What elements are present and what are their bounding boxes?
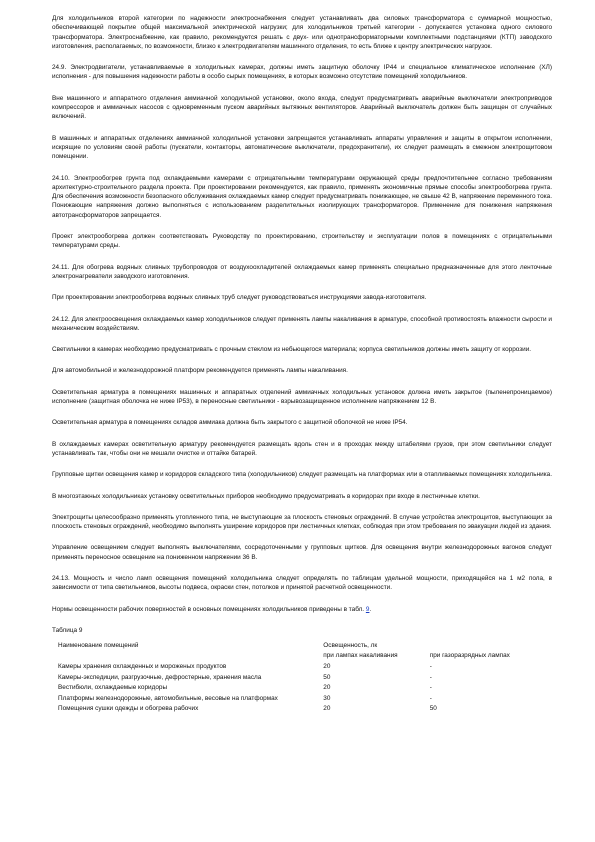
paragraph: В машинных и аппаратных отделениях аммиачной холодильной установки запрещается устанавливать аппараты управления и защиты в открытом исполнении, искрящие по условиям своей работы (пускатели, контакторы, автоматические выключатели, предохранители), их следует размещать в смежном электрощитовом помещении.	[52, 134, 552, 161]
norms-reference-paragraph	[52, 605, 552, 614]
paragraph: Управление освещением следует выполнять выключателями, сосредоточенными у групповых щитков. Для освещения внутри железнодорожных вагонов следует применять переносное освещение на пониженном напряжении 36 В.	[52, 544, 552, 561]
table-row	[56, 673, 576, 684]
paragraph: Для автомобильной и железнодорожной платформ рекомендуется применять лампы накаливания.	[52, 367, 348, 375]
paragraph: Вне машинного и аппаратного отделения аммиачной холодильной установки, около входа, следует предусматривать аварийные выключатели электроприводов компрессоров и аммиачных насосов с одновременным пуском аварийных вытяжных вентиляторов. Аварийный выключатель должен быть защищен от случайных включений.	[52, 94, 552, 121]
cell-incandescent: 20	[323, 705, 331, 713]
table-row	[56, 662, 576, 673]
cell-incandescent: 20	[323, 663, 331, 671]
table-row	[56, 694, 576, 705]
paragraph: В многоэтажных холодильниках установку осветительных приборов необходимо предусматривать в коридорах при входе в лестничные клетки.	[52, 492, 480, 500]
paragraph: Групповые щитки освещения камер и коридоров складского типа (холодильников) следует размещать на платформах или в отапливаемых помещениях холодильника.	[52, 471, 552, 479]
cell-discharge: -	[429, 673, 432, 681]
cell-incandescent: 50	[323, 673, 331, 681]
table-row	[56, 683, 576, 694]
illumination-table	[56, 641, 576, 715]
table-subheader-row	[56, 651, 576, 662]
paragraph: Осветительная арматура в помещениях машинных и аппаратных отделений аммиачных холодильных установок должна иметь закрытое (пыленепроницаемое) исполнение (защитная оболочка не ниже IP53), в переносные светильники - взрывозащищенное исполнение напряжением 12 В.	[52, 388, 552, 406]
paragraph: Для холодильников второй категории по надежности электроснабжения следует устанавливать два силовых трансформатора с суммарной мощностью, обеспечивающей покрытие общей максимальной электрической нагрузки; для холодильников третьей категории - допускается установка одного силового трансформатора. Электроснабжение, как правило, рекомендуется решать с двух- или однотрансформаторными комплектными подстанциями (КТП) заводского изготовления, располагаемых, по возможности, близко к электродвигателям машинного отделения, то есть ближе к центру электрических нагрузок.	[52, 15, 552, 50]
paragraph: 24.13. Мощность и число ламп освещения помещений холодильника следует определять по таблицам удельной мощности, приходящейся на 1 м2 пола, в зависимости от типа светильников, высоты подвеса, окраски стен, потолков и принятой расчетной освещенности.	[52, 574, 552, 592]
cell-incandescent: 30	[323, 694, 331, 702]
paragraph: Светильники в камерах необходимо предусматривать с прочным стеклом из небьющегося материала; корпуса светильников должны иметь защиту от коррозии.	[52, 346, 532, 354]
cell-discharge: -	[429, 684, 432, 692]
cell-incandescent: 20	[323, 684, 331, 692]
cell-room: Камеры хранения охлажденных и мороженых продуктов	[58, 663, 227, 671]
header-illumination: Освещенность, лк	[323, 641, 378, 649]
paragraph: 24.10. Электрообогрев грунта под охлаждаемыми камерами с отрицательными температурами окружающей среды предпочтительнее согласно требованиям архитектурно-строительного раздела проекта. При проектировании рекомендуется, как правило, применять экономичные прямые способы электрообогрева грунта. Для обеспечения возможности безопасного обслуживания охлаждаемых камер следует предусматривать понижающее, не свыше 42 В, напряжение переменного тока. Понижающие напряжения должно выполняться с использованием разделительных изолирующих трансформаторов. Применение для понижения напряжения автотрансформаторов запрещается.	[52, 174, 552, 219]
paragraph: Электрощиты целесообразно применять утопленного типа, не выступающие за плоскость стеновых ограждений. В случае устройства электрощитов, выступающих за плоскость стеновых ограждений, необходимо выполнять уширение коридоров при лестничных клетках, соблюдая при этом требования по эвакуации людей из здания.	[52, 513, 552, 531]
paragraph: Осветительная арматура в помещениях складов аммиака должна быть закрытого с защитной оболочкой не ниже IP54.	[52, 419, 408, 427]
cell-discharge: 50	[429, 705, 437, 713]
subheader-empty	[56, 651, 321, 662]
table-caption: Таблица 9	[52, 626, 83, 634]
cell-room: Камеры-экспедиции, разгрузочные, дефростерные, хранения масла	[58, 673, 262, 681]
header-incandescent: при лампах накаливания	[323, 652, 398, 660]
table-9-link[interactable]: 9	[365, 605, 370, 613]
header-discharge: при газоразрядных лампах	[429, 652, 510, 660]
paragraph: В охлаждаемых камерах осветительную арматуру рекомендуется размещать вдоль стен и в проходах между штабелями грузов, при этом светильники следует устанавливать так, чтобы они не мешали очистке и оттайке батарей.	[52, 440, 552, 457]
paragraph: 24.11. Для обогрева водяных сливных трубопроводов от воздухоохладителей охлаждаемых камер применять специально предназначенные для этого ленточные электронагреватели заводского изготовления.	[52, 263, 552, 280]
paragraph: Проект электрообогрева должен соответствовать Руководству по проектированию, строительству и эксплуатации полов в помещениях с отрицательными температурами среды.	[52, 233, 552, 250]
table-row	[56, 704, 576, 715]
cell-discharge: -	[429, 694, 432, 702]
cell-room: Помещения сушки одежды и обогрева рабочих	[58, 705, 199, 713]
paragraph: 24.12. Для электроосвещения охлаждаемых камер холодильников следует применять лампы накаливания в арматуре, способной противостоять влажности сырости и механическим воздействиям.	[52, 315, 552, 332]
paragraph: 24.9. Электродвигатели, устанавливаемые в холодильных камерах, должны иметь защитную оболочку IP44 и специальное климатическое исполнение (ХЛ) исполнения - для повышения надежности работы в особо сырых помещениях, в которых возможно отсутствие помещений холодильников.	[52, 64, 552, 81]
norms-reference-end: .	[369, 605, 372, 613]
norms-reference-text: Нормы освещенности рабочих поверхностей в основных помещениях холодильников приведены в табл.	[52, 605, 366, 613]
document-page	[52, 14, 552, 715]
table-header-row	[56, 641, 576, 652]
cell-room: Платформы железнодорожные, автомобильные, весовые на платформах	[58, 694, 278, 702]
header-empty	[428, 641, 576, 652]
cell-discharge: -	[429, 663, 432, 671]
paragraph: При проектировании электрообогрева водяных сливных труб следует руководствоваться инструкциями завода-изготовителя.	[52, 294, 427, 302]
header-room-name: Наименование помещений	[58, 641, 139, 649]
cell-room: Вестибюли, охлаждаемые коридоры	[58, 684, 168, 692]
